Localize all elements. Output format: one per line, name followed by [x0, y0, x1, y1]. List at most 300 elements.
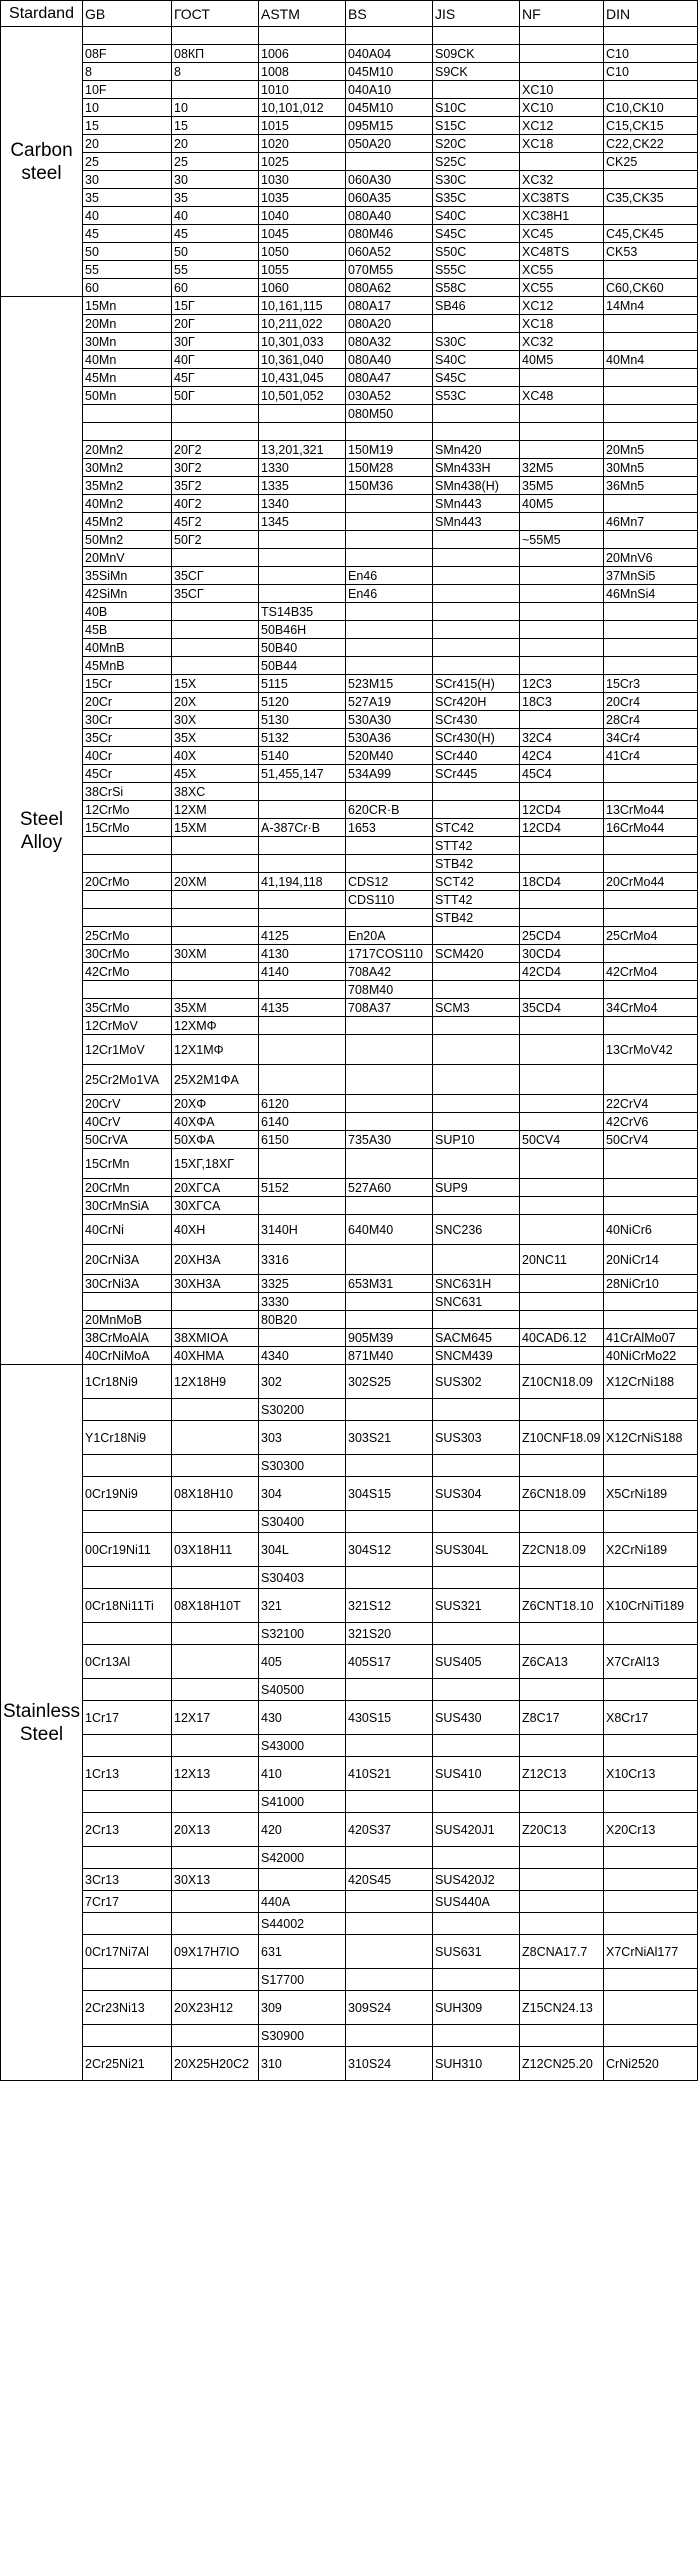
cell-din: 42CrMo4: [604, 963, 698, 981]
cell-din: [604, 1679, 698, 1701]
cell-astm: [259, 1017, 346, 1035]
cell-bs: [346, 1679, 433, 1701]
cell-astm: [259, 585, 346, 603]
cell-din: [604, 1969, 698, 1991]
cell-din: 20Mn5: [604, 441, 698, 459]
cell-gb: 30Mn: [83, 333, 172, 351]
cell-bs: CDS110: [346, 891, 433, 909]
cell-din: [604, 945, 698, 963]
cell-gb: 2Cr13: [83, 1813, 172, 1847]
table-row: [1, 369, 698, 387]
cell-gb: 60: [83, 279, 172, 297]
cell-nf: [520, 891, 604, 909]
table-row: [1, 477, 698, 495]
cell-bs: En46: [346, 567, 433, 585]
cell-gost: 30Г: [172, 333, 259, 351]
cell-nf: Z6CN18.09: [520, 1477, 604, 1511]
cell-jis: S45C: [433, 369, 520, 387]
table-row: [1, 801, 698, 819]
cell-gb: 20Mn2: [83, 441, 172, 459]
cell-nf: [520, 585, 604, 603]
cell-gost: 38XC: [172, 783, 259, 801]
cell-bs: 030A52: [346, 387, 433, 405]
cell-nf: [520, 1969, 604, 1991]
cell-astm: S30200: [259, 1399, 346, 1421]
cell-jis: [433, 1095, 520, 1113]
header-bs: BS: [346, 1, 433, 27]
cell-nf: [520, 1847, 604, 1869]
cell-nf: [520, 513, 604, 531]
table-row: [1, 1455, 698, 1477]
cell-gb: 2Cr23Ni13: [83, 1991, 172, 2025]
cell-nf: [520, 45, 604, 63]
cell-nf: [520, 1567, 604, 1589]
cell-din: 36Mn5: [604, 477, 698, 495]
cell-gost: 8: [172, 63, 259, 81]
cell-din: X10Cr13: [604, 1757, 698, 1791]
table-row: [1, 117, 698, 135]
table-row: [1, 1347, 698, 1365]
cell-din: [604, 369, 698, 387]
cell-din: [604, 1847, 698, 1869]
cell-nf: [520, 27, 604, 45]
table-row: [1, 1197, 698, 1215]
cell-gost: [172, 891, 259, 909]
table-row: [1, 675, 698, 693]
cell-din: 28Cr4: [604, 711, 698, 729]
cell-bs: [346, 2025, 433, 2047]
cell-bs: 620CR·B: [346, 801, 433, 819]
cell-nf: XC32: [520, 333, 604, 351]
cell-gb: [83, 1399, 172, 1421]
cell-bs: [346, 1017, 433, 1035]
cell-nf: Z6CA13: [520, 1645, 604, 1679]
cell-bs: [346, 783, 433, 801]
table-row: [1, 495, 698, 513]
table-row: [1, 1991, 698, 2025]
cell-gost: 50: [172, 243, 259, 261]
cell-astm: [259, 783, 346, 801]
cell-gost: 30X: [172, 711, 259, 729]
table-row: [1, 1891, 698, 1913]
cell-bs: [346, 1913, 433, 1935]
table-row: [1, 81, 698, 99]
cell-astm: 302: [259, 1365, 346, 1399]
cell-astm: 5132: [259, 729, 346, 747]
cell-jis: [433, 657, 520, 675]
table-row: [1, 711, 698, 729]
cell-din: 20NiCr14: [604, 1245, 698, 1275]
cell-gost: 30: [172, 171, 259, 189]
cell-din: C22,CK22: [604, 135, 698, 153]
cell-bs: [346, 1567, 433, 1589]
cell-gost: [172, 1567, 259, 1589]
cell-nf: [520, 1311, 604, 1329]
cell-bs: [346, 549, 433, 567]
cell-nf: [520, 981, 604, 999]
cell-gb: 35CrMo: [83, 999, 172, 1017]
cell-gb: Y1Cr18Ni9: [83, 1421, 172, 1455]
header-din: DIN: [604, 1, 698, 27]
cell-gb: [83, 1969, 172, 1991]
cell-astm: [259, 1065, 346, 1095]
cell-bs: [346, 1399, 433, 1421]
cell-astm: [259, 1149, 346, 1179]
cell-nf: [520, 621, 604, 639]
cell-bs: 523M15: [346, 675, 433, 693]
cell-din: 34CrMo4: [604, 999, 698, 1017]
cell-din: 40NiCrMo22: [604, 1347, 698, 1365]
cell-jis: S10C: [433, 99, 520, 117]
cell-jis: [433, 1847, 520, 1869]
cell-din: 41CrAlMo07: [604, 1329, 698, 1347]
cell-gost: [172, 1735, 259, 1757]
cell-nf: [520, 1511, 604, 1533]
cell-bs: [346, 837, 433, 855]
table-row: [1, 1329, 698, 1347]
cell-jis: S40C: [433, 351, 520, 369]
cell-gb: [83, 1511, 172, 1533]
cell-din: [604, 603, 698, 621]
cell-nf: [520, 567, 604, 585]
cell-nf: Z2CN18.09: [520, 1533, 604, 1567]
cell-jis: [433, 1113, 520, 1131]
cell-nf: [520, 1913, 604, 1935]
cell-bs: 420S37: [346, 1813, 433, 1847]
cell-jis: [433, 405, 520, 423]
cell-bs: 430S15: [346, 1701, 433, 1735]
cell-jis: SUS420J2: [433, 1869, 520, 1891]
cell-din: [604, 1311, 698, 1329]
cell-nf: XC45: [520, 225, 604, 243]
table-row: [1, 909, 698, 927]
cell-gb: 30: [83, 171, 172, 189]
cell-gost: 30XM: [172, 945, 259, 963]
cell-gb: 1Cr18Ni9: [83, 1365, 172, 1399]
cell-bs: [346, 1847, 433, 1869]
cell-bs: 080M46: [346, 225, 433, 243]
table-row: [1, 207, 698, 225]
cell-bs: 040A04: [346, 45, 433, 63]
table-row: [1, 1969, 698, 1991]
cell-gb: 25: [83, 153, 172, 171]
cell-gb: 0Cr17Ni7Al: [83, 1935, 172, 1969]
cell-gost: 03X18H11: [172, 1533, 259, 1567]
cell-bs: 080A40: [346, 207, 433, 225]
group-label: Carbon steel: [1, 27, 83, 297]
cell-bs: 321S20: [346, 1623, 433, 1645]
table-row: [1, 549, 698, 567]
cell-nf: [520, 1017, 604, 1035]
cell-nf: 42CD4: [520, 963, 604, 981]
cell-gost: [172, 1293, 259, 1311]
cell-nf: [520, 1399, 604, 1421]
cell-astm: 5115: [259, 675, 346, 693]
cell-jis: S25C: [433, 153, 520, 171]
cell-bs: 304S12: [346, 1533, 433, 1567]
cell-astm: 1055: [259, 261, 346, 279]
cell-jis: STT42: [433, 891, 520, 909]
cell-bs: [346, 495, 433, 513]
cell-astm: [259, 837, 346, 855]
cell-jis: SMn420: [433, 441, 520, 459]
cell-bs: [346, 1293, 433, 1311]
cell-astm: 10,161,115: [259, 297, 346, 315]
cell-astm: [259, 531, 346, 549]
cell-bs: 530A36: [346, 729, 433, 747]
cell-nf: XC18: [520, 135, 604, 153]
table-row: [1, 999, 698, 1017]
cell-bs: 060A52: [346, 243, 433, 261]
table-row: [1, 333, 698, 351]
cell-gb: 7Cr17: [83, 1891, 172, 1913]
cell-din: [604, 27, 698, 45]
cell-bs: 708A42: [346, 963, 433, 981]
table-row: [1, 1701, 698, 1735]
cell-din: C10: [604, 45, 698, 63]
cell-gb: 20CrNi3A: [83, 1245, 172, 1275]
cell-astm: S30400: [259, 1511, 346, 1533]
table-row: [1, 1035, 698, 1065]
cell-gost: [172, 837, 259, 855]
cell-bs: [346, 657, 433, 675]
table-row: [1, 513, 698, 531]
cell-gb: 38CrSi: [83, 783, 172, 801]
cell-astm: S17700: [259, 1969, 346, 1991]
cell-nf: 18CD4: [520, 873, 604, 891]
cell-gb: 45Cr: [83, 765, 172, 783]
cell-gb: 45B: [83, 621, 172, 639]
table-row: [1, 891, 698, 909]
cell-din: CK25: [604, 153, 698, 171]
cell-jis: SUS303: [433, 1421, 520, 1455]
cell-jis: STB42: [433, 909, 520, 927]
cell-astm: 1025: [259, 153, 346, 171]
cell-gost: 15XГ,18XГ: [172, 1149, 259, 1179]
cell-bs: 060A30: [346, 171, 433, 189]
cell-bs: 045M10: [346, 99, 433, 117]
cell-din: [604, 1913, 698, 1935]
cell-jis: [433, 549, 520, 567]
table-row: [1, 1095, 698, 1113]
cell-gost: [172, 639, 259, 657]
cell-gost: 50XΦA: [172, 1131, 259, 1149]
cell-din: 34Cr4: [604, 729, 698, 747]
cell-astm: [259, 1329, 346, 1347]
table-row: [1, 261, 698, 279]
table-row: [1, 1511, 698, 1533]
cell-nf: 35CD4: [520, 999, 604, 1017]
cell-jis: SCr445: [433, 765, 520, 783]
cell-gb: [83, 27, 172, 45]
cell-bs: 150M28: [346, 459, 433, 477]
table-row: [1, 243, 698, 261]
cell-gb: 20CrV: [83, 1095, 172, 1113]
cell-gost: [172, 927, 259, 945]
table-row: [1, 315, 698, 333]
group-label: Steel Alloy: [1, 297, 83, 1365]
cell-gost: 08КП: [172, 45, 259, 63]
cell-gb: 0Cr13Al: [83, 1645, 172, 1679]
cell-din: [604, 909, 698, 927]
cell-gb: 15CrMo: [83, 819, 172, 837]
cell-gost: 20XM: [172, 873, 259, 891]
cell-gb: 40Mn2: [83, 495, 172, 513]
cell-gost: [172, 1913, 259, 1935]
cell-gost: 60: [172, 279, 259, 297]
cell-bs: [346, 1113, 433, 1131]
cell-astm: 410: [259, 1757, 346, 1791]
cell-din: X8Cr17: [604, 1701, 698, 1735]
cell-nf: 45C4: [520, 765, 604, 783]
cell-jis: SACM645: [433, 1329, 520, 1347]
cell-astm: 5120: [259, 693, 346, 711]
cell-jis: SMn438(H): [433, 477, 520, 495]
cell-bs: En20A: [346, 927, 433, 945]
cell-nf: Z10CN18.09: [520, 1365, 604, 1399]
cell-gb: 15CrMn: [83, 1149, 172, 1179]
cell-nf: XC55: [520, 261, 604, 279]
cell-gost: 45X: [172, 765, 259, 783]
cell-din: [604, 495, 698, 513]
cell-jis: [433, 927, 520, 945]
cell-jis: SUS440A: [433, 1891, 520, 1913]
cell-gost: 15XM: [172, 819, 259, 837]
cell-astm: TS14B35: [259, 603, 346, 621]
cell-jis: [433, 81, 520, 99]
cell-din: C35,CK35: [604, 189, 698, 207]
table-row: [1, 1131, 698, 1149]
cell-gost: [172, 1421, 259, 1455]
cell-din: [604, 1149, 698, 1179]
cell-nf: 12CD4: [520, 801, 604, 819]
cell-gb: 1Cr17: [83, 1701, 172, 1735]
cell-din: 46Mn7: [604, 513, 698, 531]
cell-gb: 12CrMo: [83, 801, 172, 819]
cell-jis: [433, 801, 520, 819]
cell-jis: SUS430: [433, 1701, 520, 1735]
cell-bs: 420S45: [346, 1869, 433, 1891]
cell-astm: 304: [259, 1477, 346, 1511]
cell-bs: 527A60: [346, 1179, 433, 1197]
cell-bs: 1717COS110: [346, 945, 433, 963]
cell-bs: 060A35: [346, 189, 433, 207]
cell-nf: 40M5: [520, 351, 604, 369]
cell-jis: SCr430: [433, 711, 520, 729]
cell-bs: [346, 27, 433, 45]
cell-bs: 310S24: [346, 2047, 433, 2081]
cell-bs: [346, 855, 433, 873]
cell-din: [604, 1293, 698, 1311]
cell-nf: 25CD4: [520, 927, 604, 945]
cell-nf: [520, 1179, 604, 1197]
cell-gb: 40Cr: [83, 747, 172, 765]
cell-gost: 55: [172, 261, 259, 279]
cell-astm: 10,431,045: [259, 369, 346, 387]
cell-astm: 1340: [259, 495, 346, 513]
cell-gb: [83, 405, 172, 423]
cell-jis: SB46: [433, 297, 520, 315]
cell-bs: 309S24: [346, 1991, 433, 2025]
cell-din: X7CrNiAl177: [604, 1935, 698, 1969]
cell-jis: SNC236: [433, 1215, 520, 1245]
table-row: [1, 135, 698, 153]
cell-gost: [172, 981, 259, 999]
table-row: [1, 621, 698, 639]
cell-gb: 40B: [83, 603, 172, 621]
table-row: [1, 1847, 698, 1869]
cell-bs: [346, 1891, 433, 1913]
cell-bs: 080A47: [346, 369, 433, 387]
cell-bs: [346, 1311, 433, 1329]
cell-gost: 40Г2: [172, 495, 259, 513]
cell-bs: [346, 513, 433, 531]
cell-nf: 35M5: [520, 477, 604, 495]
cell-jis: [433, 1735, 520, 1757]
cell-nf: [520, 1065, 604, 1095]
cell-nf: ~55M5: [520, 531, 604, 549]
cell-astm: 4340: [259, 1347, 346, 1365]
cell-nf: [520, 1347, 604, 1365]
table-row: [1, 2025, 698, 2047]
table-row: [1, 423, 698, 441]
table-row: [1, 1365, 698, 1399]
cell-gost: 45: [172, 225, 259, 243]
cell-gost: [172, 1679, 259, 1701]
cell-gb: 20Cr: [83, 693, 172, 711]
cell-nf: [520, 1791, 604, 1813]
cell-gost: 25: [172, 153, 259, 171]
table-row: [1, 63, 698, 81]
cell-bs: 405S17: [346, 1645, 433, 1679]
cell-astm: [259, 549, 346, 567]
cell-gost: [172, 423, 259, 441]
cell-gb: 12CrMoV: [83, 1017, 172, 1035]
cell-gb: 50Mn2: [83, 531, 172, 549]
cell-din: 46MnSi4: [604, 585, 698, 603]
cell-astm: 5152: [259, 1179, 346, 1197]
cell-din: [604, 1623, 698, 1645]
cell-gb: 20: [83, 135, 172, 153]
cell-gost: 30Г2: [172, 459, 259, 477]
cell-jis: [433, 783, 520, 801]
cell-bs: 150M36: [346, 477, 433, 495]
cell-jis: SUS304: [433, 1477, 520, 1511]
cell-gost: 20XΦ: [172, 1095, 259, 1113]
cell-jis: [433, 1149, 520, 1179]
cell-gb: [83, 1913, 172, 1935]
table-row: [1, 639, 698, 657]
cell-jis: SMn443: [433, 513, 520, 531]
cell-nf: Z20C13: [520, 1813, 604, 1847]
table-row: [1, 1913, 698, 1935]
cell-gost: 12X13: [172, 1757, 259, 1791]
cell-bs: CDS12: [346, 873, 433, 891]
cell-jis: SMn443: [433, 495, 520, 513]
cell-gost: [172, 963, 259, 981]
cell-astm: S30300: [259, 1455, 346, 1477]
table-row: [1, 1245, 698, 1275]
table-row: [1, 1017, 698, 1035]
cell-gb: [83, 423, 172, 441]
cell-bs: [346, 639, 433, 657]
cell-gb: [83, 1623, 172, 1645]
cell-gb: 1Cr13: [83, 1757, 172, 1791]
cell-astm: [259, 27, 346, 45]
cell-jis: S15C: [433, 117, 520, 135]
cell-jis: [433, 1567, 520, 1589]
cell-jis: SCM420: [433, 945, 520, 963]
